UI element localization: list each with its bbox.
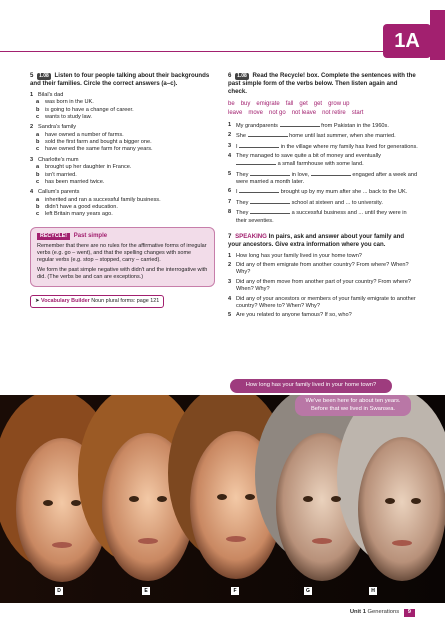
option-text: sold the first farm and bought a bigger one. [45,139,152,146]
answer-option[interactable] [30,204,220,211]
sentence-number: 7 [228,198,232,205]
exercise-7-questions [228,253,418,320]
face-label-e: E [142,587,150,595]
question-stem [30,124,220,131]
vocabulary-builder-label: Vocabulary Builder [41,298,90,304]
sentence-before: My grandparents [236,122,278,129]
verb-item: fall [285,100,294,107]
exercise-5-number: 5 [30,72,34,79]
sentence-number: 1 [228,121,232,128]
answer-option[interactable] [30,197,220,204]
footer-text [350,609,415,617]
face-label-g: G [304,587,312,595]
answer-option[interactable] [30,99,220,106]
sentence-number: 2 [228,132,232,139]
answer-option[interactable] [30,211,220,218]
answer-option[interactable] [30,114,220,121]
question-text: Did any of them move from another part of your country? From where? When? Why? [236,278,412,293]
option-text: didn't have a good education. [45,204,118,211]
answer-option[interactable] [30,172,220,179]
gap-fill-sentence [228,209,418,225]
answer-blank[interactable] [239,143,279,148]
sentence-number: 6 [228,188,232,195]
option-letter: a [36,131,40,138]
left-column [30,72,220,308]
verb-list-line-1 [228,100,418,109]
sentence-number: 8 [228,209,232,216]
verb-item: not go [269,109,286,116]
exercise-7-instruction: In pairs, ask and answer about your family and your ancestors. Give extra information where you can. [228,232,405,248]
question-text: Charlotte's mum [38,156,79,163]
question-text: Bilal's dad [38,91,64,98]
sentence-before: She [236,133,246,140]
option-letter: a [36,196,40,203]
speech-bubble-question: How long has your family lived in your home town? [230,379,392,393]
question-number: 2 [30,124,34,131]
exercise-5-questions [30,92,220,219]
option-text: was born in the UK. [45,99,94,106]
verb-box [228,100,418,118]
question-text: Did any of your ancestors or members of your family emigrate to another country? Where to? When? Why? [236,295,416,309]
right-column [228,72,418,320]
verb-item: be [228,100,235,107]
question-number: 3 [30,156,34,163]
header-rule [0,38,384,52]
audio-track: 1.08 [39,73,49,79]
face-label-f: F [231,587,239,595]
sentence-after: a successful business and ... until they were in their seventies. [236,210,407,224]
sentence-after: engaged after a week and were married a month later. [236,171,418,186]
option-text: left Britain many years ago. [45,211,113,218]
question-text: Are you related to anyone famous? If so, who? [236,312,352,319]
page-number: 9 [404,609,415,617]
verb-item: get [313,100,323,107]
question-number: 1 [30,91,34,98]
option-letter: c [36,178,40,185]
exercise-5-heading [30,72,220,88]
question-text: Sandra's family [38,124,77,131]
vocabulary-builder-link[interactable] [30,295,164,308]
question-stem [30,189,220,196]
arrow-icon: ➤ [35,298,42,304]
gap-fill-sentence [228,171,418,187]
question-number: 5 [228,312,232,319]
gap-fill-sentence [228,122,418,130]
question-number: 4 [228,295,232,302]
answer-blank[interactable] [250,199,290,204]
sentence-body [236,209,418,225]
speaking-label: SPEAKING [235,232,267,240]
answer-blank[interactable] [280,122,320,127]
sentence-number: 3 [228,142,232,149]
answer-blank[interactable] [250,171,290,176]
sentence-after: home until last summer, when she married. [289,133,396,140]
sentence-before: I [236,189,238,196]
verb-item: get [299,100,308,107]
sentence-before: They [236,171,249,178]
answer-option[interactable] [30,164,220,171]
option-text: brought up her daughter in France. [45,164,132,171]
recycle-paragraph-2: We form the past simple negative with didn't and the interrogative with did. (The verbs be and can are exceptions.) [37,266,208,280]
exercise-6-instruction: Read the Recycle! box. Complete the sentences with the past simple form of the verbs below. Then listen again and check. [228,72,416,95]
face-label-d: D [55,587,63,595]
audio-icon[interactable] [235,73,249,80]
verb-item: emigrate [256,100,280,107]
answer-blank[interactable] [236,160,276,165]
option-text: have owned a number of farms. [45,131,124,138]
answer-option[interactable] [30,179,220,186]
recycle-paragraph-1: Remember that there are no rules for the affirmative forms of irregular verbs (e.g. go – went), and that the spelling changes with some regular verbs (e.g. stop – stopped, carry – carried). [37,242,207,264]
speaking-question [228,312,418,319]
sentence-body [236,171,418,187]
answer-blank[interactable] [248,132,288,137]
question-item [30,92,220,122]
option-letter: c [36,146,40,153]
sentence-after: in the village where my family has lived for generations. [280,143,418,150]
sentence-number: 4 [228,152,232,159]
option-text: have owned the same farm for many years. [45,146,153,153]
sentence-body [236,122,389,130]
speaking-question [228,296,418,311]
verb-item: grow up [328,100,350,107]
sentence-after: brought up by my mum after she ... back to the UK. [280,189,408,196]
option-letter: b [36,106,40,113]
face-label-h: H [369,587,377,595]
sentence-body [236,132,396,140]
sentence-after: from Pakistan in the 1960s. [321,122,389,129]
gap-fill-sentence [228,153,418,169]
speech-bubble-answer: We've been here for about ten years. Before that we lived in Swansea. [295,395,411,416]
option-letter: a [36,164,40,171]
option-letter: b [36,139,40,146]
option-letter: b [36,171,40,178]
question-text: Callum's parents [38,189,80,196]
sentence-before: I [236,143,238,150]
option-letter: a [36,99,40,106]
sentence-middle: in love, [291,171,310,178]
verb-item: not retire [322,109,346,116]
answer-blank[interactable] [239,188,279,193]
sentence-after: school at sixteen and ... to university. [291,199,383,206]
option-text: has been married twice. [45,178,105,185]
question-number: 3 [228,278,232,285]
speaking-question [228,279,418,294]
gap-fill-sentence [228,188,418,196]
answer-blank[interactable] [250,209,290,214]
exercise-7-number: 7 [228,232,232,240]
vocabulary-builder-text: Noun plural forms: page 121 [91,298,160,304]
question-text: Did any of them emigrate from another country? From where? When? Why? [236,262,409,276]
option-letter: b [36,204,40,211]
option-text: inherited and ran a successful family business. [45,196,161,203]
verb-item: leave [228,109,243,116]
option-text: wants to study law. [45,113,92,120]
verb-item: start [351,109,364,116]
footer-title: Generations [367,609,400,615]
answer-blank[interactable] [311,171,351,176]
option-text: is going to have a change of career. [45,106,134,113]
question-number: 4 [30,189,34,196]
question-text: How long has your family lived in your home town? [236,252,362,259]
verb-list-line-2 [228,109,418,118]
question-item [30,189,220,219]
gap-fill-sentence [228,132,418,140]
recycle-box [30,227,215,287]
answer-option[interactable] [30,132,220,139]
exercise-6-heading [228,72,418,96]
question-stem [30,92,220,99]
question-item [30,124,220,154]
verb-item: move [248,109,264,116]
sentence-body [236,143,418,151]
sentence-before: They [236,210,249,217]
verb-item: buy [240,100,251,107]
sentence-body [236,199,383,207]
recycle-topic: Past simple [73,232,108,239]
answer-option[interactable] [30,146,220,153]
footer-unit: Unit 1 [349,609,366,615]
sentence-number: 5 [228,170,232,177]
ageing-faces-photo [0,395,445,603]
gap-fill-sentence [228,199,418,207]
audio-track: 1.08 [237,73,247,79]
exercise-6-sentences [228,122,418,225]
question-stem [30,157,220,164]
option-letter: c [36,113,40,120]
question-number: 1 [228,252,232,259]
question-item [30,157,220,187]
lesson-tag: 1A [383,24,431,58]
recycle-badge: RECYCLE! [37,233,70,240]
sentence-before: They managed to save quite a bit of money and eventually [236,152,381,159]
exercise-7-heading [228,233,418,249]
speaking-question [228,253,418,260]
sentence-body [236,188,407,196]
option-letter: c [36,211,40,218]
answer-option[interactable] [30,139,220,146]
audio-icon[interactable] [37,73,51,80]
verb-item: not leave [291,109,317,116]
faces-illustration [0,395,445,603]
option-text: isn't married. [45,171,77,178]
gap-fill-sentence [228,143,418,151]
speaking-question [228,262,418,277]
header-edge-band [430,10,445,60]
question-number: 2 [228,262,232,269]
page-footer [0,603,445,624]
answer-option[interactable] [30,107,220,114]
sentence-body [236,153,418,169]
recycle-title [37,233,208,241]
sentence-before: They [236,199,249,206]
sentence-after: a small farmhouse with some land. [277,161,364,168]
exercise-5-instruction: Listen to four people talking about their backgrounds and their families. Circle the correct answers (a–c). [30,72,210,87]
exercise-6-number: 6 [228,72,232,79]
